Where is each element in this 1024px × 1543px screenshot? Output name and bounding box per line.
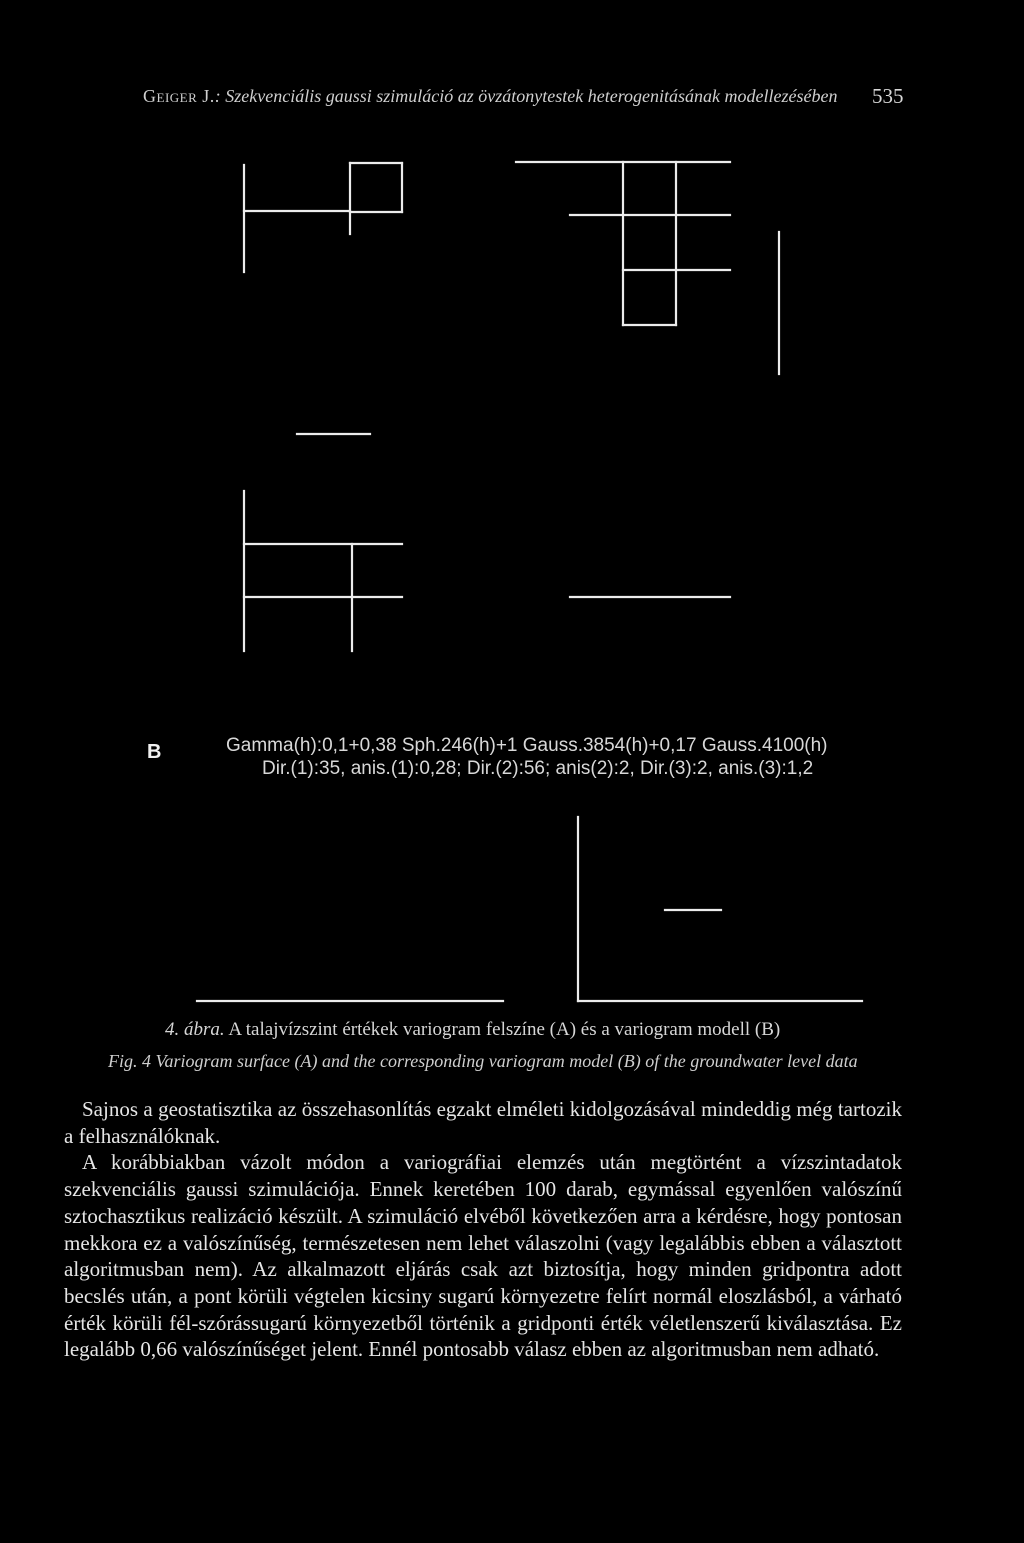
- figure-caption-hungarian: [165, 1019, 780, 1041]
- body-text: [64, 1096, 902, 1363]
- variogram-model-line-2: Dir.(1):35, anis.(1):0,28; Dir.(2):56; anis(2):2, Dir.(3):2, anis.(3):1,2: [262, 758, 814, 779]
- figure-caption-english: Fig. 4 Variogram surface (A) and the corresponding variogram model (B) of the groundwater level data: [108, 1051, 858, 1071]
- paragraph: Sajnos a geostatisztika az összehasonlítás egzakt elméleti kidolgozásával mindeddig még tartozik a felhasználóknak.: [64, 1097, 902, 1148]
- page-number: 535: [872, 84, 904, 108]
- header-author: Geiger J.: [143, 86, 215, 106]
- variogram-model-line-1: Gamma(h):0,1+0,38 Sph.246(h)+1 Gauss.3854(h)+0,17 Gauss.4100(h): [226, 735, 828, 756]
- paragraph: A korábbiakban vázolt módon a variográfiai elemzés után megtörtént a vízszintadatok szekvenciális gaussi szimulációja. Ennek keretében 100 darab, egymással egyenlően valószínű sztochasztikus realizáció készült. A szimuláció elvéből következően arra a kérdésre, hogy pontosan mekkora ez a valószínűség, természetesen nem lehet válaszolni (vagy legalábbis ebben a választott algoritmusban nem). Az alkalmazott eljárás csak azt biztosítja, hogy minden gridpontra adott becslés után, a pont körüli végtelen kicsiny sugarú környezetre felírt normál eloszlásból, a várható érték körüli fél-szórássugarú környezetből történik a gridponti érték véletlenszerű kiválasztása. Ez legalább 0,66 valószínűséget jelent. Ennél pontosabb válasz ebben az algoritmusban nem adható.: [64, 1150, 902, 1362]
- panel-b-label: B: [147, 741, 162, 763]
- figure-number: 4. ábra.: [165, 1019, 225, 1040]
- figure-caption-hu-text: A talajvízszint értékek variogram felszíne (A) és a variogram modell (B): [224, 1019, 781, 1040]
- header-title: : Szekvenciális gaussi szimuláció az övzátonytestek heterogenitásának modellezésében: [214, 86, 838, 106]
- panel-bottom-left: [244, 491, 402, 651]
- panel-top-left: [244, 163, 402, 272]
- panel-top-right: [516, 162, 779, 374]
- panel-b-plots: [197, 817, 862, 1001]
